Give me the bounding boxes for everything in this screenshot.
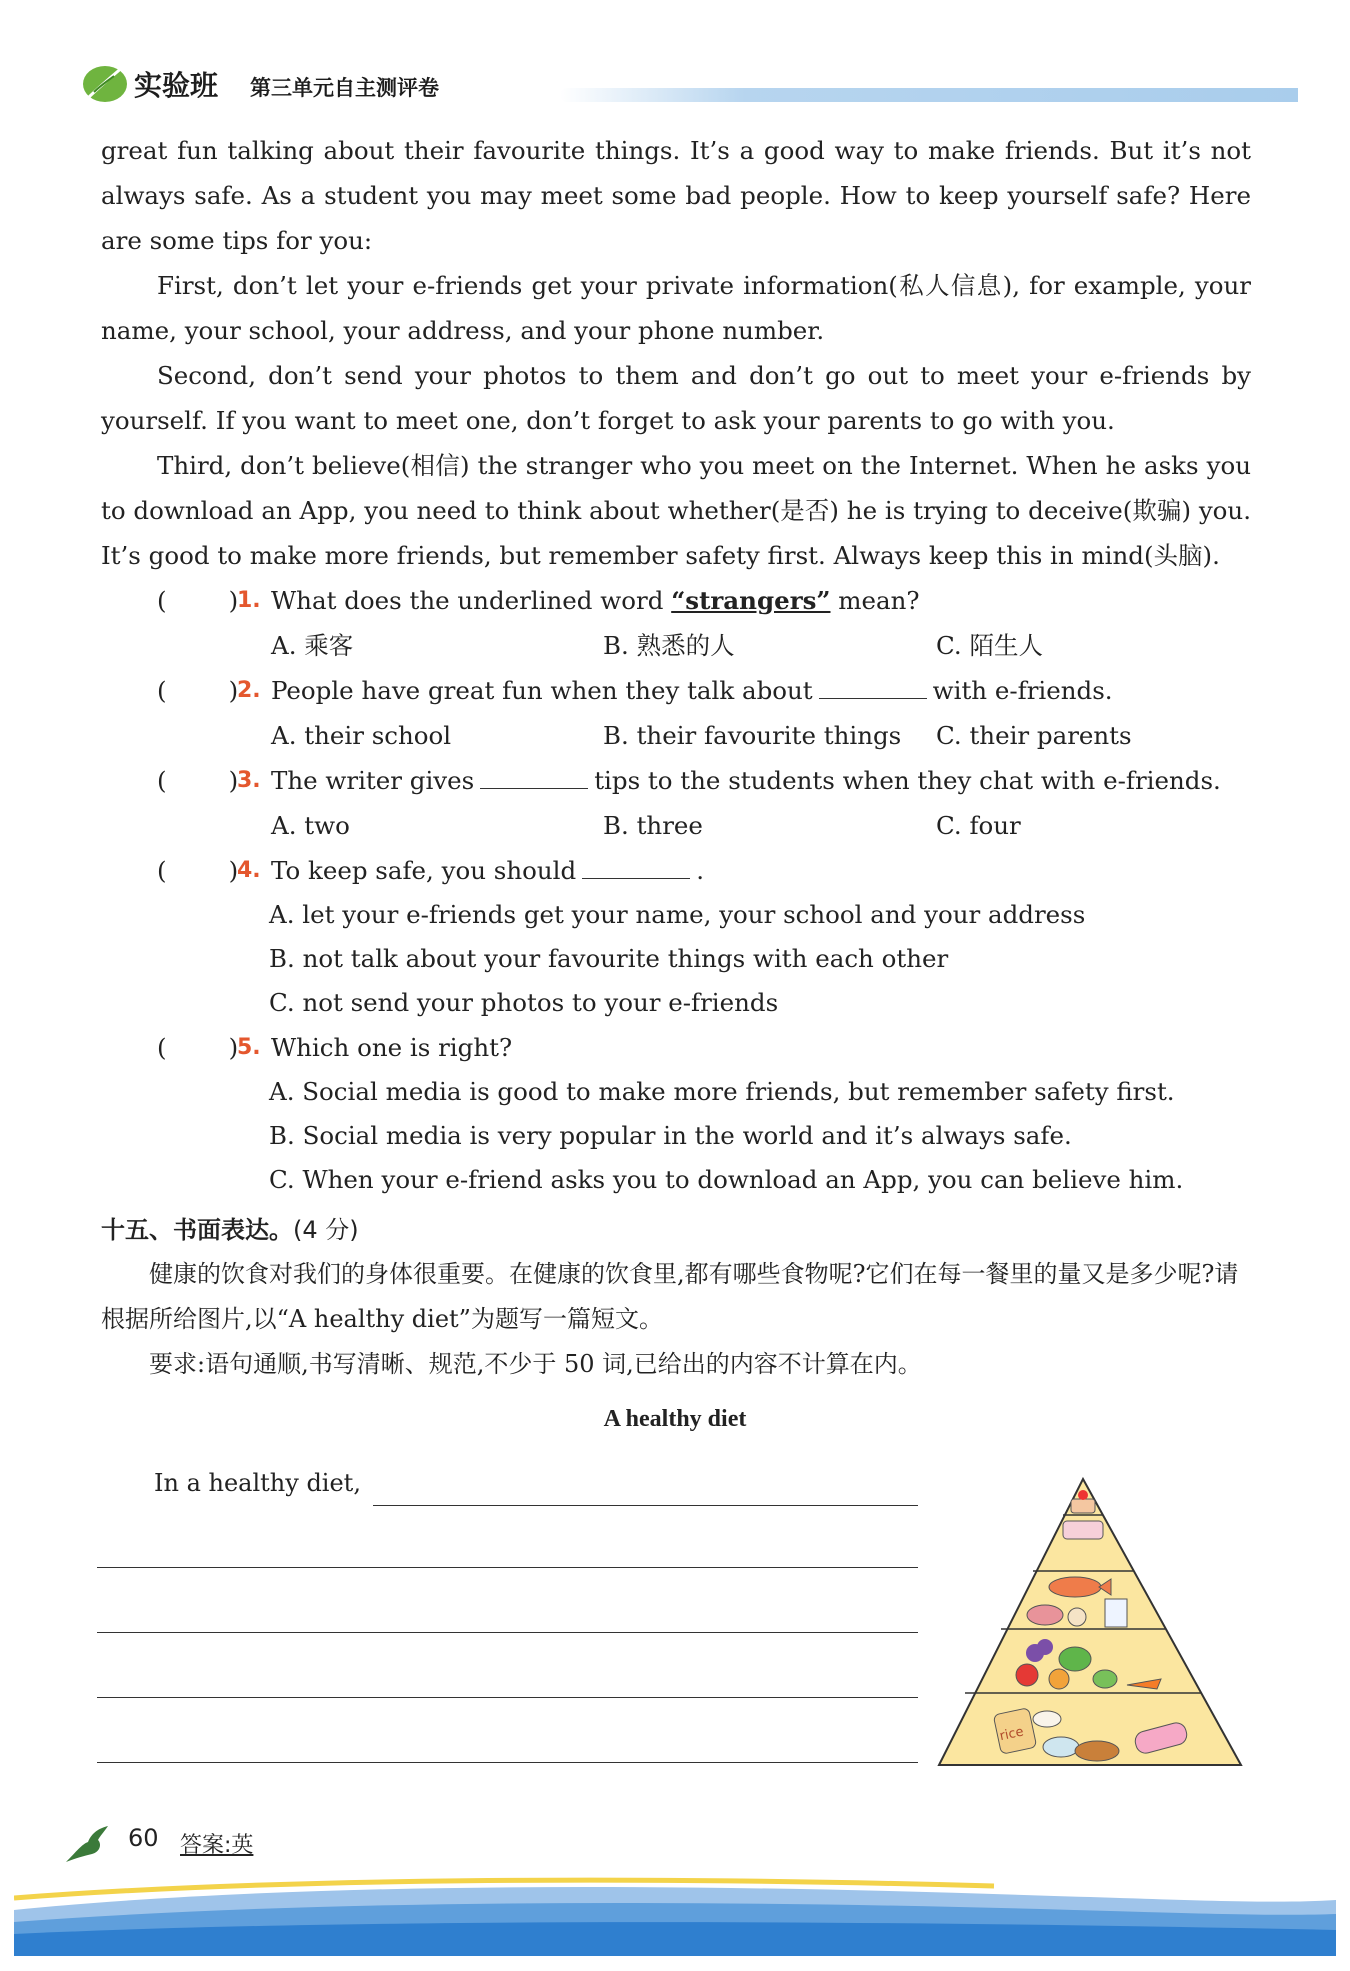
question-stem: People have great fun when they talk about with e-friends. <box>271 668 1113 713</box>
answer-bracket[interactable]: ( ) <box>157 1033 239 1062</box>
question-number: 3. <box>237 768 261 793</box>
passage-paragraph-3: Second, don’t send your photos to them and don’t go out to meet your e-friends by yourself. If you want to meet one, don’t forget to ask your parents to go with you. <box>101 361 1251 435</box>
brand-name: 实验班 <box>134 69 219 102</box>
answer-label: 答案:英 <box>180 1833 254 1858</box>
question-stem: What does the underlined word “strangers” mean? <box>271 586 920 615</box>
section-score: (4 分) <box>293 1216 359 1244</box>
page-header <box>80 58 1298 108</box>
answer-blank[interactable] <box>480 760 588 789</box>
option-a[interactable]: A. 乘客 <box>271 631 354 660</box>
option-a[interactable]: A. their school <box>271 721 452 750</box>
question-number: 1. <box>237 588 261 613</box>
option-a[interactable]: A. let your e-friends get your name, your school and your address <box>269 900 1086 929</box>
writing-line[interactable] <box>97 1762 918 1763</box>
question-2 <box>101 668 1251 713</box>
writing-line[interactable] <box>97 1567 918 1568</box>
answer-bracket[interactable]: ( ) <box>157 766 239 795</box>
leaf-logo-icon <box>80 58 130 106</box>
option-c[interactable]: C. When your e-friend asks you to download an App, you can believe him. <box>269 1165 1184 1194</box>
option-b[interactable]: B. 熟悉的人 <box>603 631 735 660</box>
reading-section <box>101 128 1251 1202</box>
option-c[interactable]: C. 陌生人 <box>936 631 1043 660</box>
unit-title: 第三单元自主测评卷 <box>250 76 439 100</box>
option-b[interactable]: B. Social media is very popular in the world and it’s always safe. <box>269 1121 1072 1150</box>
option-c[interactable]: C. not send your photos to your e-friends <box>269 988 779 1017</box>
answer-bracket[interactable]: ( ) <box>157 586 239 615</box>
dinosaur-icon <box>64 1822 112 1864</box>
food-pyramid-image <box>935 1475 1245 1770</box>
writing-line[interactable] <box>97 1632 918 1633</box>
passage-paragraph-4: Third, don’t believe(相信) the stranger who you meet on the Internet. When he asks you to download an App, you need to think about whether(是否) he is trying to deceive(欺骗) you. It’s good to make more friends, but remember safety first. Always keep this in mind(头脑). <box>101 451 1251 570</box>
option-c[interactable]: C. four <box>936 811 1021 840</box>
question-stem: Which one is right? <box>271 1033 513 1062</box>
options-row <box>101 803 1251 848</box>
option-b[interactable]: B. not talk about your favourite things with each other <box>269 944 949 973</box>
question-5 <box>101 1025 1251 1070</box>
passage-paragraph-1: great fun talking about their favourite things. It’s a good way to make friends. But it’s not always safe. As a student you may meet some bad people. How to keep yourself safe? Here are some tips for you: <box>101 136 1251 255</box>
question-number: 2. <box>237 678 261 703</box>
passage-paragraph-2: First, don’t let your e-friends get your private information(私人信息), for example, your name, your school, your address, and your phone number. <box>101 271 1251 345</box>
question-1 <box>101 578 1251 623</box>
underlined-word: “strangers” <box>671 586 831 615</box>
answer-bracket[interactable]: ( ) <box>157 676 239 705</box>
page-number: 60 <box>128 1824 159 1852</box>
question-3 <box>101 758 1251 803</box>
writing-section <box>101 1208 1251 1387</box>
options-row <box>101 713 1251 758</box>
option-a[interactable]: A. Social media is good to make more friends, but remember safety first. <box>269 1077 1175 1106</box>
writing-requirement: 要求:语句通顺,书写清晰、规范,不少于 50 词,已给出的内容不计算在内。 <box>149 1350 922 1378</box>
essay-start-text: In a healthy diet, <box>154 1469 361 1497</box>
options-row <box>101 623 1251 668</box>
question-stem: To keep safe, you should . <box>271 848 704 893</box>
essay-title: A healthy diet <box>603 1406 747 1432</box>
question-stem: The writer gives tips to the students when they chat with e-friends. <box>271 758 1221 803</box>
question-number: 5. <box>237 1035 261 1060</box>
writing-prompt: 健康的饮食对我们的身体很重要。在健康的饮食里,都有哪些食物呢?它们在每一餐里的量又是多少呢?请根据所给图片,以“A healthy diet”为题写一篇短文。 <box>101 1260 1239 1333</box>
option-b[interactable]: B. three <box>603 811 703 840</box>
answer-blank[interactable] <box>819 670 927 699</box>
rice-bag-label: rice <box>998 1724 1026 1745</box>
answer-blank[interactable] <box>582 850 690 879</box>
section-heading: 十五、书面表达。(4 分) <box>101 1216 359 1244</box>
writing-line[interactable] <box>97 1697 918 1698</box>
answer-bracket[interactable]: ( ) <box>157 856 239 885</box>
header-decoration-bar <box>560 88 1298 102</box>
question-4 <box>101 848 1251 893</box>
option-c[interactable]: C. their parents <box>936 721 1132 750</box>
footer-wave-decoration <box>14 1870 1336 1956</box>
option-b[interactable]: B. their favourite things <box>603 721 902 750</box>
writing-line[interactable] <box>373 1505 918 1506</box>
option-a[interactable]: A. two <box>271 811 350 840</box>
question-number: 4. <box>237 858 261 883</box>
